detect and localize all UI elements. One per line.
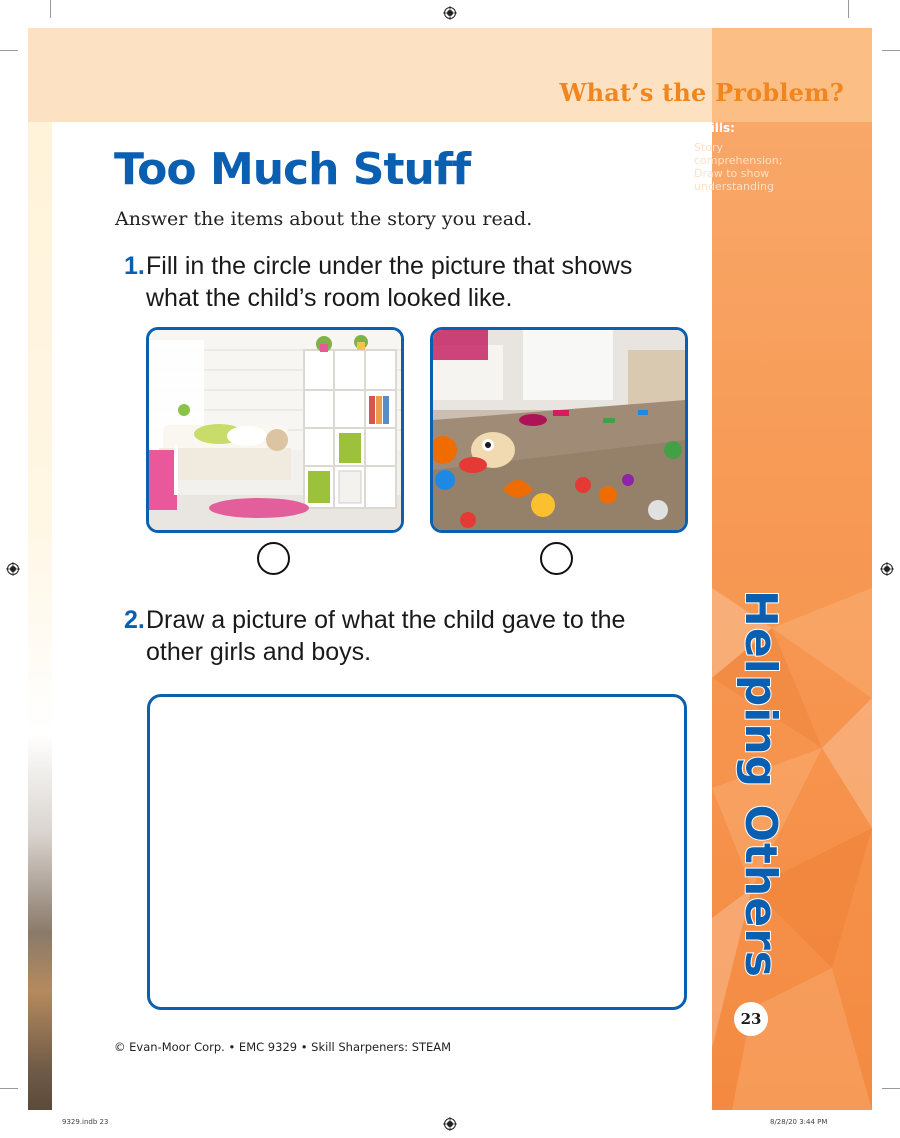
- registration-mark-icon: [880, 562, 894, 576]
- registration-mark-icon: [443, 1117, 457, 1131]
- question-2: [124, 604, 686, 668]
- tidy-bedroom-photo: [146, 327, 404, 533]
- header-band: [28, 28, 712, 122]
- question-1: [124, 250, 686, 314]
- crop-mark: [0, 1088, 18, 1089]
- question-text: Draw a picture of what the child gave to the other girls and boys.: [146, 606, 626, 666]
- question-text: Fill in the circle under the picture that shows what the child’s room looked like.: [146, 252, 633, 312]
- question-number: 1.: [124, 252, 145, 280]
- section-title: What’s the Problem?: [559, 78, 844, 107]
- page-title: Too Much Stuff: [114, 144, 471, 195]
- sidebar-top-band: [712, 28, 872, 122]
- left-photo-strip: [28, 122, 52, 1110]
- drawing-area[interactable]: [147, 694, 687, 1010]
- answer-circle-tidy-room[interactable]: [257, 542, 290, 575]
- question-number: 2.: [124, 606, 145, 634]
- instructions: Answer the items about the story you read.: [115, 208, 533, 230]
- crop-mark: [0, 50, 18, 51]
- skills-label: Skills:: [694, 121, 735, 135]
- footer-credit: © Evan-Moor Corp. • EMC 9329 • Skill Sharpeners: STEAM: [114, 1040, 452, 1054]
- registration-mark-icon: [443, 6, 457, 20]
- answer-circle-messy-room[interactable]: [540, 542, 573, 575]
- unit-theme: Helping Others: [735, 590, 786, 978]
- skills-text: Story comprehension; Draw to show understanding: [694, 141, 783, 193]
- crop-mark: [848, 0, 849, 18]
- crop-mark: [882, 1088, 900, 1089]
- print-slug-date: 8/28/20 3:44 PM: [770, 1118, 828, 1126]
- page-number: 23: [734, 1002, 768, 1036]
- registration-mark-icon: [6, 562, 20, 576]
- skills-panel: [694, 122, 794, 193]
- crop-mark: [50, 0, 51, 18]
- messy-room-photo: [430, 327, 688, 533]
- print-slug-file: 9329.indb 23: [62, 1118, 109, 1126]
- crop-mark: [882, 50, 900, 51]
